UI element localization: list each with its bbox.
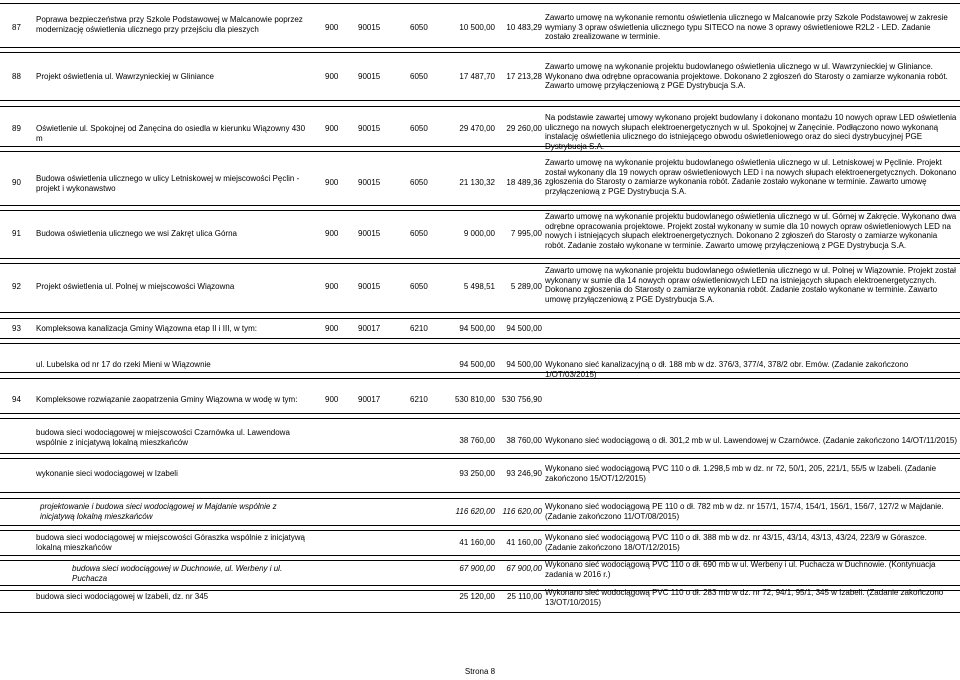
row-description: budowa sieci wodociągowej w Izabeli, dz. nr 345 (36, 592, 209, 601)
row-plan: 10 500,00 (459, 23, 495, 32)
row-plan: 17 487,70 (459, 72, 495, 81)
row-rozdzial: 90015 (358, 124, 381, 133)
row-description: Kompleksowa kanalizacja Gminy Wiązowna etap II i III, w tym: (36, 324, 257, 333)
row-opis: Wykonano sieć wodociągową PVC 110 o dł. 690 mb w ul. Werbeny i ul. Puchacza w Duchnowie. (Kontynuacja zadania w 2016 r.) (545, 560, 936, 579)
row-plan: 530 810,00 (454, 395, 495, 404)
row-opis: Wykonano sieć wodociągową o dł. 301,2 mb w ul. Lawendowej w Czarnówce. (Zadanie zakończono 14/OT/11/2015) (545, 436, 958, 445)
row-rozdzial: 90017 (358, 395, 381, 404)
row-opis: Zawarto umowę na wykonanie remontu oświetlenia ulicznego w Malcanowie przy Szkole Podstawowej w zakresie wymiany 3 opraw oświetlenia ulicznego typu SITECO na nowe 3 oprawy oświetleniowe R2L2 - LED. Zadanie zostało zrealizowane w terminie. (545, 13, 948, 42)
row-rozdzial: 90015 (358, 23, 381, 32)
row-opis: Zawarto umowę na wykonanie projektu budowlanego oświetlenia ulicznego w ul. Polnej w Wiązownie. Projekt został wykonany w sumie dla 14 nowych opraw oświetleniowych LED na istniejących słupach elektroenergetycznych. Dokonano zgłoszenia do Starosty o zamiarze wykonania robót. Zadanie zostało wykonane w terminie. Zawarto umowę przyłączeniową z PGE Dystrybucja S.A. (545, 266, 956, 304)
row-opis: Zawarto umowę na wykonanie projektu budowlanego oświetlenia ulicznego w ul. Górnej w Zakręcie. Wykonano dwa odrębne opracowania projektowe. Projekt został wykonany w sumie dla 10 nowych opraw oświetleniowych LED na nowych i istniejących słupach elektroenergetycznych. Dokonano 2 zgłoszeń do Starosty o zamiarze wykonania robót. Zadanie zostało wykonane w terminie. Zawarto umowę przyłączeniową z PGE Dystrybucja S.A. (545, 212, 957, 250)
row-description: budowa sieci wodociągowej w Duchnowie, ul. Werbeny i ul. Puchacza (72, 564, 283, 583)
row-plan: 9 000,00 (463, 229, 495, 238)
row-description: Projekt oświetlenia ul. Wawrzynieckiej w Gliniance (36, 72, 214, 81)
row-plan: 94 500,00 (459, 360, 495, 369)
row-number: 88 (12, 72, 21, 81)
row-wykonanie: 94 500,00 (506, 360, 542, 369)
row-opis: Wykonano sieć wodociągową PVC 110 o dł. 1.298,5 mb w dz. nr 72, 50/1, 205, 221/1, 55/5 w Izabeli. (Zadanie zakończono 15/OT/12/2015) (545, 464, 937, 483)
row-number: 94 (12, 395, 21, 404)
row-wykonanie: 5 289,00 (510, 282, 542, 291)
row-rozdzial: 90015 (358, 72, 381, 81)
page-number: Strona 8 (464, 667, 496, 676)
row-opis: Zawarto umowę na wykonanie projektu budowlanego oświetlenia ulicznego w ul. Letniskowej w Pęclinie. Projekt został wykonany dla 19 nowych opraw oświetleniowych LED i na nowych słupach elektroenergetycznych. Dokonano zgłoszenia do Starosty o zamiarze wykonania robót. Zadanie zostało wykonane w terminie. Zawarto umowę przyłączeniową z PGE Dystrybucja S.A. (545, 158, 957, 196)
row-wykonanie: 67 900,00 (506, 564, 542, 573)
row-plan: 116 620,00 (455, 507, 495, 516)
row-wykonanie: 29 260,00 (506, 124, 542, 133)
row-description: ul. Lubelska od nr 17 do rzeki Mieni w Wiązownie (36, 360, 211, 369)
row-paragraf: 6050 (410, 229, 428, 238)
row-description: budowa sieci wodociągowej w miejscowości Czarnówka ul. Lawendowa wspólnie z inicjatywą lokalną mieszkańców (36, 428, 290, 447)
row-plan: 93 250,00 (459, 469, 495, 478)
row-description: Budowa oświetlenia ulicznego we wsi Zakręt ulica Górna (36, 229, 237, 238)
row-description: projektowanie i budowa sieci wodociągowej w Majdanie wspólnie z inicjatywą lokalną mieszkańców (40, 502, 277, 521)
row-opis: Wykonano sieć kanalizacyjną o dł. 188 mb w dz. 376/3, 377/4, 378/2 obr. Emów. (Zadanie zakończono 1/OT/03/2015) (545, 360, 909, 379)
row-wykonanie: 530 756,90 (501, 395, 542, 404)
row-dzial: 900 (325, 282, 339, 291)
row-number: 93 (12, 324, 21, 333)
row-rozdzial: 90015 (358, 229, 381, 238)
row-wykonanie: 25 110,00 (507, 592, 542, 601)
row-wykonanie: 41 160,00 (506, 538, 542, 547)
row-rozdzial: 90015 (358, 282, 381, 291)
row-paragraf: 6050 (410, 72, 428, 81)
row-wykonanie: 18 489,36 (506, 178, 542, 187)
row-rozdzial: 90015 (358, 178, 381, 187)
row-paragraf: 6050 (410, 178, 428, 187)
row-number: 91 (12, 229, 21, 238)
row-wykonanie: 116 620,00 (502, 507, 542, 516)
row-opis: Wykonano sieć wodociągową PVC 110 o dł. 388 mb w dz. nr 43/15, 43/14, 43/13, 43/24, 223/9 w Góraszce. (Zadanie zakończono 18/OT/12/2015) (545, 533, 927, 552)
row-description: wykonanie sieci wodociągowej w Izabeli (36, 469, 178, 478)
row-description: budowa sieci wodociągowej w miejscowości Góraszka wspólnie z inicjatywą lokalną mieszkańców (36, 533, 306, 552)
row-plan: 29 470,00 (459, 124, 495, 133)
row-dzial: 900 (325, 324, 339, 333)
row-number: 87 (12, 23, 21, 32)
row-plan: 41 160,00 (459, 538, 495, 547)
row-paragraf: 6210 (410, 395, 428, 404)
row-plan: 94 500,00 (459, 324, 495, 333)
row-dzial: 900 (325, 395, 339, 404)
row-dzial: 900 (325, 124, 339, 133)
row-dzial: 900 (325, 178, 339, 187)
row-description: Budowa oświetlenia ulicznego w ulicy Letniskowej w miejscowości Pęclin - projekt i wykonawstwo (36, 174, 300, 193)
row-wykonanie: 38 760,00 (506, 436, 542, 445)
row-paragraf: 6210 (410, 324, 428, 333)
row-number: 89 (12, 124, 21, 133)
row-description: Projekt oświetlenia ul. Polnej w miejscowości Wiązowna (36, 282, 235, 291)
row-opis: Wykonano sieć wodociągową PE 110 o dł. 782 mb w dz. nr 157/1, 157/4, 154/1, 156/1, 156/7, 127/2 w Majdanie. (Zadanie zakończono 11/OT/08/2015) (545, 502, 944, 521)
row-paragraf: 6050 (410, 282, 428, 291)
row-opis: Na podstawie zawartej umowy wykonano projekt budowlany i dokonano montażu 10 nowych opraw LED oświetlenia ulicznego na nowych słupach elektroenergetycznych w ul. Spokojnej w Żanęcinie. Podłączono nowo wykonaną instalację oświetlenia ulicznego do istniejącego obwodu oświetleniowego oraz do sieci dystrybucyjnej PGE Dystrybucja S.A. (545, 113, 957, 151)
row-wykonanie: 17 213,28 (506, 72, 542, 81)
row-dzial: 900 (325, 229, 339, 238)
row-number: 90 (12, 178, 21, 187)
row-description: Poprawa bezpieczeństwa przy Szkole Podstawowej w Malcanowie poprzez modernizację oświetlenia ulicznego przy przejściu dla pieszych (36, 15, 303, 34)
row-plan: 5 498,51 (463, 282, 495, 291)
row-plan: 21 130,32 (459, 178, 495, 187)
row-dzial: 900 (325, 23, 339, 32)
row-paragraf: 6050 (410, 23, 428, 32)
row-plan: 38 760,00 (459, 436, 495, 445)
row-description: Kompleksowe rozwiązanie zaopatrzenia Gminy Wiązowna w wodę w tym: (36, 395, 298, 404)
row-paragraf: 6050 (410, 124, 428, 133)
row-opis: Zawarto umowę na wykonanie projektu budowlanego oświetlenia ulicznego w ul. Wawrzynieckiej w Gliniance. Wykonano dwa odrębne opracowania projektowe. Dokonano 2 zgłoszeń do Starosty o zamiarze wykonania robót. Zawarto umowę przyłączeniową z PGE Dystrybucja S.A. (545, 62, 948, 91)
row-wykonanie: 10 483,29 (506, 23, 542, 32)
row-rozdzial: 90017 (358, 324, 381, 333)
row-wykonanie: 93 246,90 (506, 469, 542, 478)
row-number: 92 (12, 282, 21, 291)
row-plan: 25 120,00 (459, 592, 495, 601)
row-wykonanie: 7 995,00 (510, 229, 542, 238)
row-description: Oświetlenie ul. Spokojnej od Żanęcina do osiedla w kierunku Wiązowny 430 m (36, 124, 306, 143)
row-dzial: 900 (325, 72, 339, 81)
row-wykonanie: 94 500,00 (506, 324, 542, 333)
row-opis: Wykonano sieć wodociągową PVC 110 o dł. 283 mb w dz. nr 72, 94/1, 95/1, 345 w Izabeli. (Zadanie zakończono 13/OT/10/2015) (545, 588, 944, 607)
row-plan: 67 900,00 (459, 564, 495, 573)
